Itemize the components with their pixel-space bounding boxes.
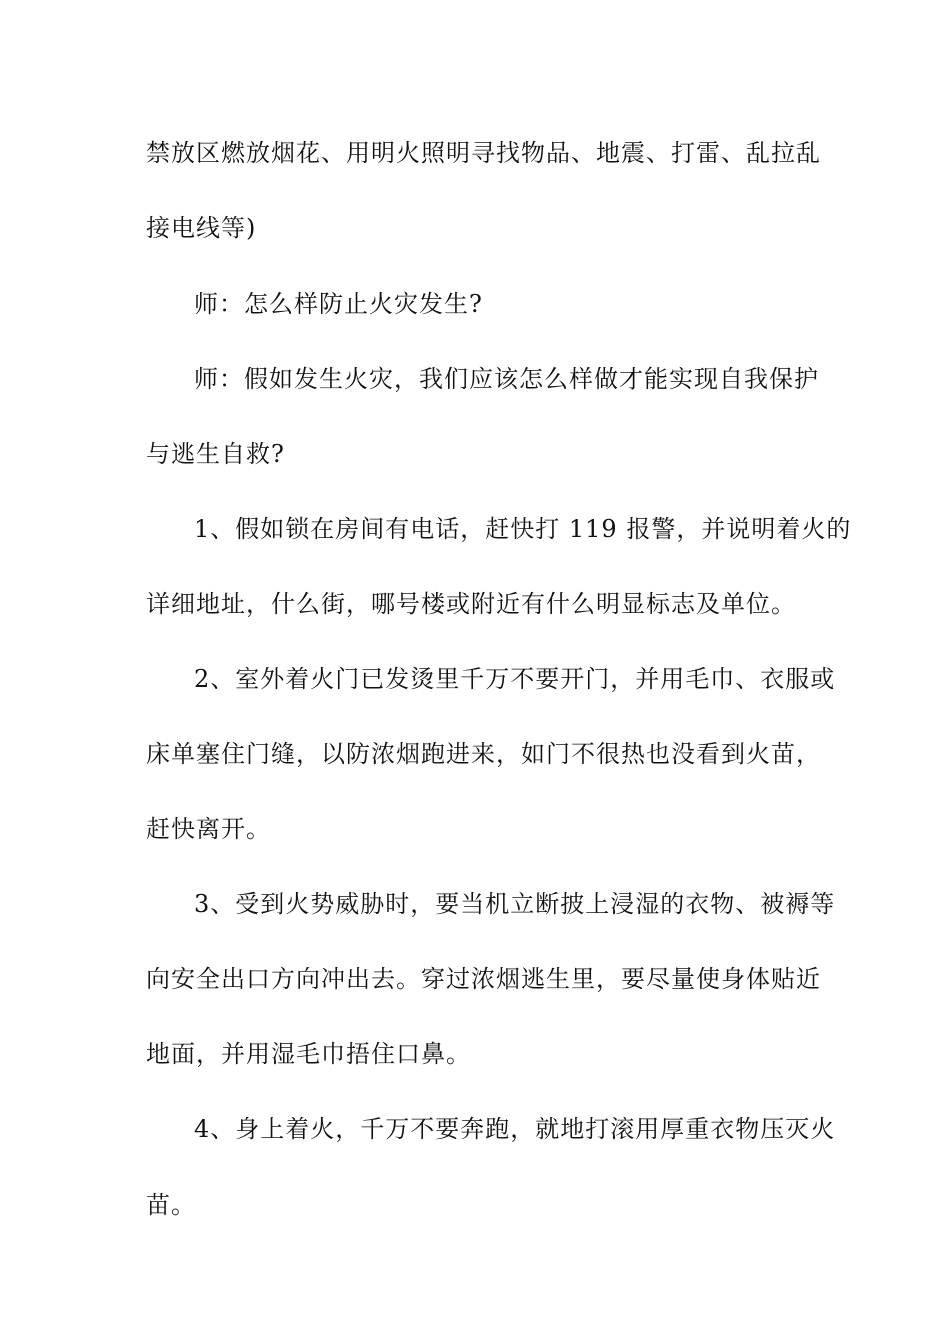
text-line: 禁放区燃放烟花、用明火照明寻找物品、地震、打雷、乱拉乱 <box>146 139 821 167</box>
text-line: 苗。 <box>146 1191 196 1219</box>
list-item-4-line: 4、身上着火，千万不要奔跑，就地打滚用厚重衣物压灭火 <box>194 1115 836 1143</box>
text-line: 向安全出口方向冲出去。穿过浓烟逃生里，要尽量使身体贴近 <box>146 965 821 993</box>
text-line: 详细地址，什么街，哪号楼或附近有什么明显标志及单位。 <box>146 590 796 618</box>
list-item-2-line: 2、室外着火门已发烫里千万不要开门，并用毛巾、衣服或 <box>194 665 836 693</box>
text-line: 接电线等) <box>146 214 257 242</box>
text-line: 赶快离开。 <box>146 815 271 843</box>
text-line: 地面，并用湿毛巾捂住口鼻。 <box>146 1040 471 1068</box>
text-line: 与逃生自救? <box>146 440 285 468</box>
teacher-question-line: 师：怎么样防止火灾发生? <box>194 290 483 318</box>
teacher-question-line: 师：假如发生火灾，我们应该怎么样做才能实现自我保护 <box>194 365 819 393</box>
list-item-1-line: 1、假如锁在房间有电话，赶快打 119 报警，并说明着火的 <box>194 515 852 543</box>
list-item-3-line: 3、受到火势威胁时，要当机立断披上浸湿的衣物、被褥等 <box>194 890 836 918</box>
text-line: 床单塞住门缝，以防浓烟跑进来，如门不很热也没看到火苗， <box>146 740 821 768</box>
